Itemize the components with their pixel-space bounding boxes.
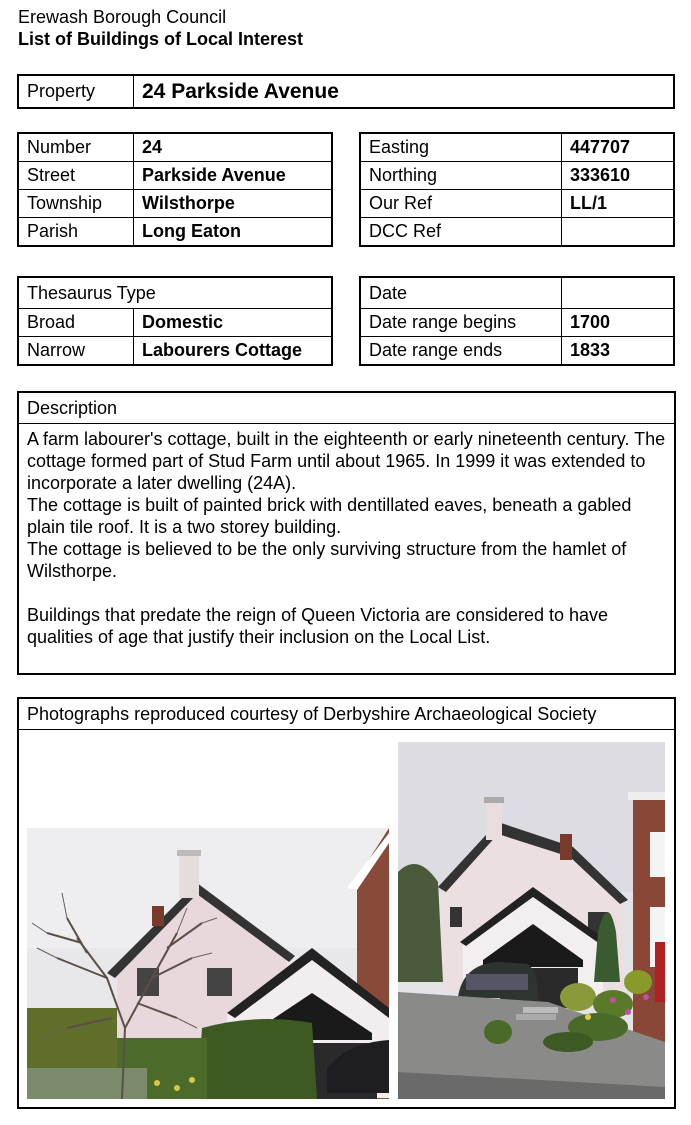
- description-paragraph: The cottage is built of painted brick with dentillated eaves, beneath a gabled plain tile roof. It is a two storey building.: [27, 495, 632, 537]
- field-label: Township: [18, 190, 134, 218]
- field-label: Date range ends: [360, 337, 562, 366]
- field-label: Broad: [18, 309, 134, 337]
- field-value: 1700: [562, 309, 675, 337]
- location-row: [18, 162, 332, 190]
- date-row: [360, 309, 674, 337]
- description-paragraph: Buildings that predate the reign of Queen Victoria are considered to have qualities of age that justify their inclusion on the Local List.: [27, 605, 609, 647]
- field-value: Wilsthorpe: [134, 190, 333, 218]
- field-label: Narrow: [18, 337, 134, 366]
- reference-row: [360, 133, 674, 162]
- description-text: [19, 424, 674, 652]
- field-value: Parkside Avenue: [134, 162, 333, 190]
- location-row: [18, 133, 332, 162]
- field-label: Easting: [360, 133, 562, 162]
- description-box: [17, 391, 676, 675]
- thesaurus-title: Thesaurus Type: [18, 277, 332, 309]
- property-label: Property: [18, 75, 134, 108]
- field-label: Parish: [18, 218, 134, 247]
- reference-row: [360, 190, 674, 218]
- field-value: Domestic: [134, 309, 333, 337]
- field-value: 447707: [562, 133, 675, 162]
- field-value: [562, 218, 675, 247]
- photographs-caption: Photographs reproduced courtesy of Derbyshire Archaeological Society: [19, 699, 674, 730]
- photo-cottage-tree: [27, 828, 389, 1099]
- field-label: DCC Ref: [360, 218, 562, 247]
- reference-table: [359, 132, 675, 247]
- property-table: [17, 74, 675, 109]
- property-value: 24 Parkside Avenue: [134, 75, 675, 108]
- field-label: Number: [18, 133, 134, 162]
- field-value: Long Eaton: [134, 218, 333, 247]
- thesaurus-row: [18, 337, 332, 366]
- date-title-empty: [562, 277, 675, 309]
- field-value: 1833: [562, 337, 675, 366]
- date-row: [360, 337, 674, 366]
- field-label: Our Ref: [360, 190, 562, 218]
- description-paragraph: The cottage is believed to be the only surviving structure from the hamlet of Wilsthorpe.: [27, 539, 627, 581]
- field-value: Labourers Cottage: [134, 337, 333, 366]
- location-table: [17, 132, 333, 247]
- field-value: 333610: [562, 162, 675, 190]
- date-title: Date: [360, 277, 562, 309]
- photo-cottage-front: [398, 742, 665, 1099]
- council-name: Erewash Borough Council: [18, 7, 227, 27]
- field-label: Northing: [360, 162, 562, 190]
- document-title: List of Buildings of Local Interest: [18, 29, 304, 49]
- date-table: [359, 276, 675, 366]
- reference-row: [360, 218, 674, 247]
- field-value: LL/1: [562, 190, 675, 218]
- field-value: 24: [134, 133, 333, 162]
- field-label: Street: [18, 162, 134, 190]
- thesaurus-row: [18, 309, 332, 337]
- reference-row: [360, 162, 674, 190]
- description-title: Description: [19, 393, 674, 424]
- location-row: [18, 190, 332, 218]
- location-row: [18, 218, 332, 247]
- thesaurus-table: [17, 276, 333, 366]
- document-header: [18, 6, 303, 50]
- field-label: Date range begins: [360, 309, 562, 337]
- description-paragraph: A farm labourer's cottage, built in the eighteenth or early nineteenth century. The cottage formed part of Stud Farm until about 1965. In 1999 it was extended to incorporate a later dwelling (24A).: [27, 429, 666, 493]
- description-paragraph: [27, 582, 666, 604]
